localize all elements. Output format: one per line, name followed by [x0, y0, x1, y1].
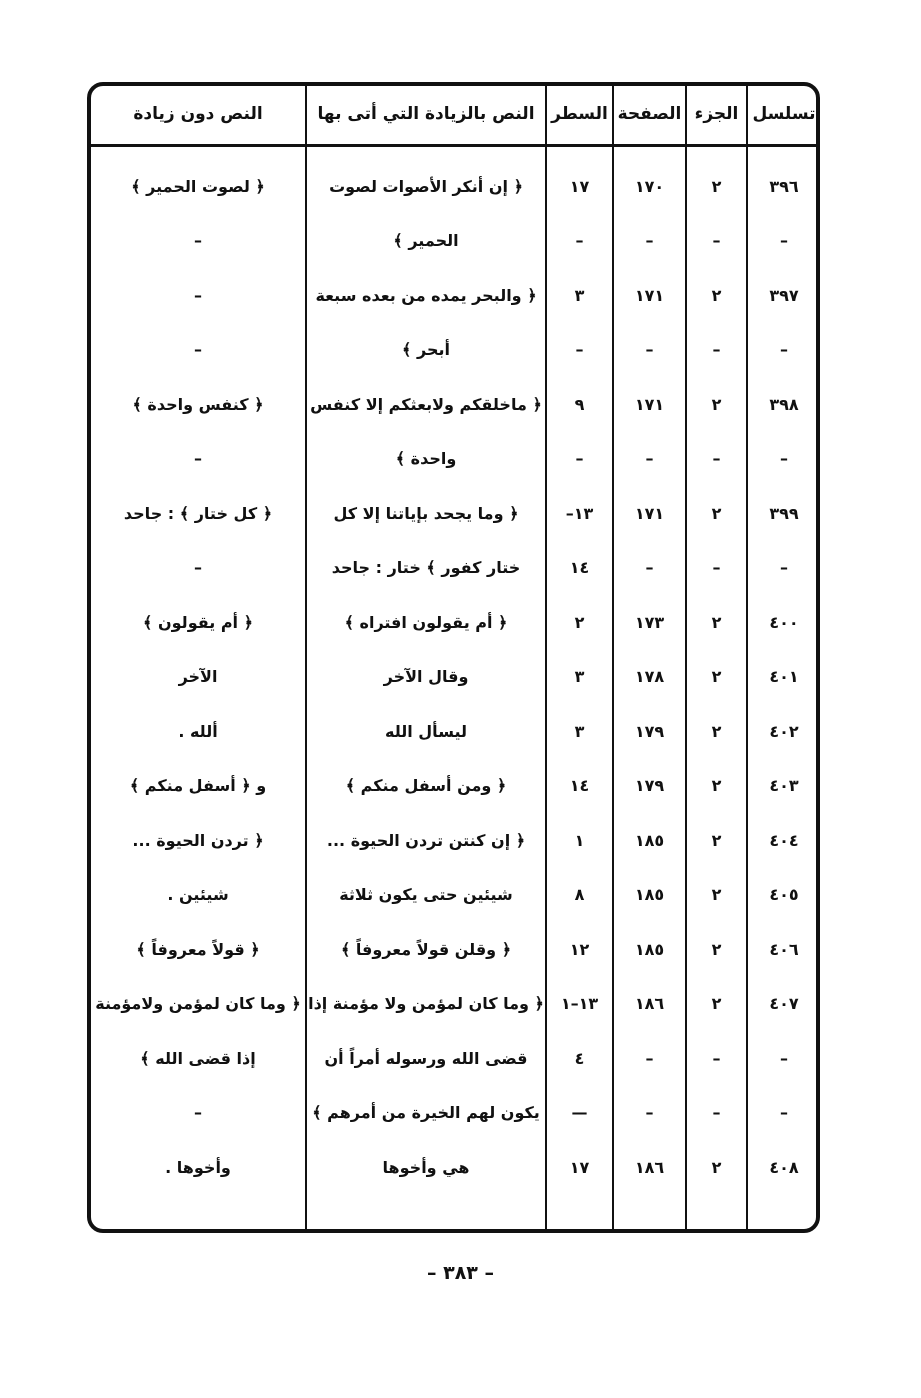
cell-text-with-addition: وقال الآخر [383, 667, 469, 686]
cell-part: ٢ [711, 721, 722, 741]
cell-part: – [712, 558, 721, 577]
cell-page: ١٧١ [634, 503, 665, 523]
cell-text-with-addition: ﴿ وما كان لمؤمن ولا مؤمنة إذا [308, 994, 544, 1013]
cell-part: ٢ [711, 885, 722, 904]
cell-page: ١٨٥ [634, 939, 665, 959]
cell-line: ١٣– [565, 503, 594, 523]
cell-line: ٨ [574, 885, 585, 904]
cell-part: ٢ [711, 1157, 722, 1177]
cell-text-with-addition: ﴿ إن كنتن تردن الحيوة ... [326, 830, 526, 850]
cell-text-with-addition: يكون لهم الخيرة من أمرهم ﴾ [312, 1103, 540, 1122]
cell-part: ٢ [711, 939, 722, 959]
cell-text-with-addition: ﴿ ماخلقكم ولابعثكم إلا كنفس [310, 394, 542, 414]
cell-page: ١٨٦ [634, 1157, 665, 1177]
cell-text-without-addition: – [194, 449, 202, 468]
cell-page: – [645, 231, 654, 250]
cell-serial: ٤٠٢ [769, 721, 799, 741]
cell-page: ١٧٨ [634, 667, 665, 686]
cell-line: ١٤ [569, 558, 590, 577]
cell-serial: – [780, 449, 788, 468]
cell-text-without-addition: ﴿ تردن الحيوة ... [132, 830, 264, 850]
cell-text-with-addition: ختار كفور ﴾ ختار : جاحد [331, 558, 521, 577]
cell-line: ١٤ [569, 776, 590, 795]
cell-line: ٣ [574, 285, 585, 305]
cell-page: ١٧٠ [634, 176, 665, 196]
cell-serial: ٣٩٦ [769, 176, 799, 196]
cell-serial: ٤٠٧ [769, 994, 799, 1013]
cell-part: ٢ [711, 830, 722, 850]
cell-serial: ٣٩٩ [769, 503, 799, 523]
cell-page: ١٧٩ [634, 776, 665, 795]
cell-text-with-addition: شيئين حتى يكون ثلاثة [339, 885, 513, 904]
cell-line: — [571, 1103, 588, 1122]
cell-part: ٢ [711, 776, 722, 795]
cell-text-with-addition: الحمير ﴾ [393, 231, 459, 250]
cell-text-without-addition: الآخر [178, 667, 218, 686]
header-page: الصفحة [617, 104, 682, 124]
cell-text-without-addition: – [194, 340, 202, 359]
cell-serial: – [780, 1048, 788, 1068]
cell-text-with-addition: ﴿ وما يجحد بإياتنا إلا كل [333, 503, 519, 523]
cell-serial: ٤٠٣ [769, 776, 799, 795]
cell-page: ١٧١ [634, 285, 665, 305]
cell-part: ٢ [711, 994, 722, 1013]
cell-line: – [575, 449, 584, 468]
cell-line: ١٣–١ [560, 994, 599, 1013]
cell-part: – [712, 340, 721, 359]
cell-text-without-addition: – [194, 558, 202, 577]
cell-part: – [712, 1048, 721, 1068]
cell-line: ١٢ [569, 939, 590, 959]
cell-line: ٤ [574, 1048, 585, 1068]
cell-part: ٢ [711, 285, 722, 305]
cell-text-without-addition: ﴿ أم يقولون ﴾ [143, 612, 253, 632]
cell-serial: – [780, 231, 788, 250]
cell-text-without-addition: ﴿ قولاً معروفاً ﴾ [136, 939, 260, 959]
cell-text-without-addition: ﴿ كل ختار ﴾ : جاحد [123, 503, 273, 523]
cell-text-with-addition: أبحر ﴾ [402, 340, 450, 359]
cell-text-with-addition: ﴿ أم يقولون افتراه ﴾ [344, 612, 508, 632]
cell-page: ١٨٥ [634, 885, 665, 904]
cell-line: ٣ [574, 721, 585, 741]
header-serial: تسلسل [752, 104, 816, 124]
cell-line: ١٧ [569, 176, 590, 196]
cell-line: ٢ [574, 612, 585, 632]
cell-text-without-addition: إذا قضى الله ﴾ [140, 1048, 256, 1068]
cell-part: – [712, 231, 721, 250]
cell-serial: ٤٠٤ [769, 830, 799, 850]
cell-page: ١٧٣ [634, 612, 665, 632]
cell-text-without-addition: ألله . [178, 721, 218, 741]
cell-part: ٢ [711, 612, 722, 632]
cell-part: ٢ [711, 503, 722, 523]
cell-text-with-addition: ﴿ إن أنكر الأصوات لصوت [329, 176, 523, 196]
cell-text-without-addition: – [194, 285, 202, 305]
page-number: – ٣٨٣ – [426, 1262, 495, 1284]
cell-part: – [712, 1103, 721, 1122]
cell-text-with-addition: واحدة ﴾ [395, 449, 457, 468]
cell-text-without-addition: – [194, 1103, 202, 1122]
cell-page: ١٨٥ [634, 830, 665, 850]
cell-part: ٢ [711, 176, 722, 196]
cell-text-without-addition: وأخوها . [165, 1157, 231, 1177]
cell-serial: ٣٩٨ [769, 394, 799, 414]
cell-text-with-addition: ﴿ والبحر يمده من بعده سبعة [315, 285, 537, 305]
cell-part: ٢ [711, 667, 722, 686]
cell-page: – [645, 1048, 654, 1068]
cell-serial: ٣٩٧ [769, 285, 799, 305]
cell-text-without-addition: ﴿ لصوت الحمير ﴾ [131, 176, 265, 196]
cell-serial: ٤٠٨ [769, 1157, 799, 1177]
header-line: السطر [551, 104, 608, 124]
cell-text-without-addition: شيئين . [167, 885, 229, 904]
cell-serial: – [780, 1103, 788, 1122]
cell-line: – [575, 231, 584, 250]
cell-page: ١٧٩ [634, 721, 665, 741]
table-header [91, 86, 816, 147]
cell-line: ٩ [574, 394, 585, 414]
cell-text-with-addition: قضى الله ورسوله أمراً أن [324, 1048, 528, 1068]
cell-serial: – [780, 558, 788, 577]
cell-text-without-addition: – [194, 231, 202, 250]
cell-line: ١ [574, 830, 585, 850]
cell-serial: ٤٠١ [769, 667, 799, 686]
cell-serial: ٤٠٠ [769, 612, 799, 632]
cell-serial: ٤٠٦ [769, 939, 799, 959]
cell-text-with-addition: ﴿ ومن أسفل منكم ﴾ [345, 776, 507, 795]
index-table [87, 82, 820, 1233]
cell-page: – [645, 1103, 654, 1122]
header-text-with-addition: النص بالزيادة التي أتى بها [317, 104, 535, 124]
cell-text-without-addition: ﴿ وما كان لمؤمن ولامؤمنة [95, 994, 301, 1013]
cell-text-without-addition: ﴿ كنفس واحدة ﴾ [132, 394, 264, 414]
cell-page: – [645, 340, 654, 359]
cell-part: – [712, 449, 721, 468]
cell-line: ٣ [574, 667, 585, 686]
cell-text-with-addition: ليسأل الله [385, 721, 468, 741]
cell-page: – [645, 558, 654, 577]
cell-text-with-addition: هي وأخوها [382, 1157, 470, 1177]
cell-line: – [575, 340, 584, 359]
header-part: الجزء [694, 104, 739, 124]
cell-text-with-addition: ﴿ وقلن قولاً معروفاً ﴾ [340, 939, 512, 959]
cell-page: ١٧١ [634, 394, 665, 414]
cell-serial: – [780, 340, 788, 359]
cell-serial: ٤٠٥ [769, 885, 799, 904]
header-text-without-addition: النص دون زيادة [133, 104, 263, 124]
cell-line: ١٧ [569, 1157, 590, 1177]
cell-part: ٢ [711, 394, 722, 414]
cell-page: – [645, 449, 654, 468]
cell-page: ١٨٦ [634, 994, 665, 1013]
cell-text-without-addition: و ﴿ أسفل منكم ﴾ [129, 776, 267, 795]
